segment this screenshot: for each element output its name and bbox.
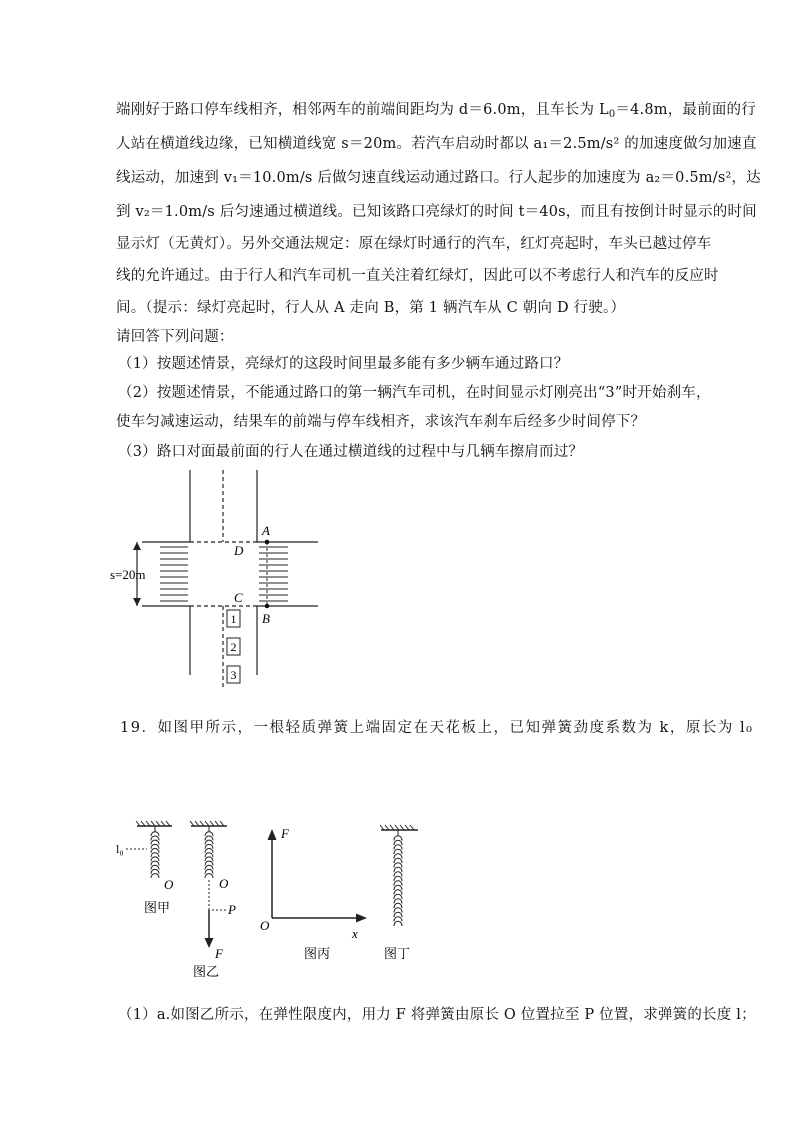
crosswalk-right bbox=[259, 547, 288, 601]
label-D: D bbox=[234, 543, 244, 558]
spring-figures bbox=[110, 815, 430, 985]
intersection-diagram bbox=[100, 466, 340, 696]
paragraph-line-4: 到 v₂＝1.0m/s 后匀速通过横道线。已知该路口亮绿灯的时间 t＝40s，而且有按倒计时显示的时间 bbox=[116, 204, 757, 220]
label-B: B bbox=[262, 611, 270, 626]
problem-19: 19．如图甲所示，一根轻质弹簧上端固定在天花板上，已知弹簧劲度系数为 k，原长为 l₀ bbox=[120, 720, 754, 736]
F-axis-label: F bbox=[281, 826, 289, 841]
line-1-text-b: ＝4.8m，最前面的行 bbox=[615, 102, 756, 118]
paragraph-line-3: 线运动，加速到 v₁＝10.0m/s 后做匀速直线运动通过路口。行人起步的加速度为 a₂＝0.5m/s²，达 bbox=[116, 170, 761, 186]
spring-coil-yi bbox=[205, 832, 213, 878]
car-1-label: 1 bbox=[230, 612, 237, 626]
figure-bing bbox=[260, 826, 367, 961]
question-1: （1）按题述情景，亮绿灯的这段时间里最多能有多少辆车通过路口？ bbox=[118, 356, 569, 372]
paragraph-line-6: 线的允许通过。由于行人和汽车司机一直关注着红绿灯，因此可以不考虑行人和汽车的反应时 bbox=[116, 268, 719, 284]
figure-ding bbox=[380, 825, 418, 961]
sub-question-1: （1）a.如图乙所示，在弹性限度内，用力 F 将弹簧由原长 O 位置拉至 P 位置，求弹簧的长度 l； bbox=[118, 1007, 756, 1023]
l0-label: l₀ bbox=[116, 842, 124, 856]
line-1-subscript: 0 bbox=[608, 109, 616, 120]
questions-intro: 请回答下列问题： bbox=[116, 329, 234, 345]
question-2a: （2）按题述情景，不能通过路口的第一辆汽车司机，在时间显示灯刚亮出“3”时开始刹车， bbox=[118, 385, 711, 401]
question-2b: 使车匀减速运动，结果车的前端与停车线相齐，求该汽车刹车后经多少时间停下？ bbox=[116, 414, 646, 430]
O-label-jia: O bbox=[164, 877, 174, 892]
label-C: C bbox=[234, 590, 243, 605]
figure-jia bbox=[116, 821, 174, 915]
F-axis-arrow bbox=[268, 829, 277, 840]
point-B bbox=[265, 604, 270, 609]
paragraph-line-7: 间。（提示：绿灯亮起时，行人从 A 走向 B，第 1 辆汽车从 C 朝向 D 行驶。） bbox=[116, 300, 626, 316]
F-label-yi: F bbox=[215, 946, 223, 961]
dimension-arrow-up bbox=[133, 542, 141, 550]
label-A: A bbox=[262, 523, 270, 538]
caption-bing: 图丙 bbox=[304, 946, 331, 961]
caption-yi: 图乙 bbox=[193, 964, 220, 979]
caption-jia: 图甲 bbox=[144, 900, 171, 915]
point-A bbox=[265, 540, 270, 545]
crosswalk-left bbox=[160, 547, 188, 601]
x-axis-arrow bbox=[356, 914, 367, 923]
paragraph-line-1 bbox=[116, 98, 756, 120]
P-label: P bbox=[228, 902, 236, 917]
caption-ding: 图丁 bbox=[384, 946, 411, 961]
question-3: （3）路口对面最前面的行人在通过横道线的过程中与几辆车擦肩而过？ bbox=[118, 444, 584, 460]
paragraph-line-2: 人站在横道线边缘，已知横道线宽 s＝20m。若汽车启动时都以 a₁＝2.5m/s² 的加速度做匀加速直 bbox=[116, 136, 757, 152]
figure-yi bbox=[190, 821, 236, 979]
spring-coil-ding bbox=[394, 836, 402, 926]
dimension-arrow-down bbox=[133, 598, 141, 606]
force-arrow bbox=[205, 938, 214, 948]
spring-coil-jia bbox=[151, 832, 159, 878]
O-label-yi: O bbox=[219, 876, 229, 891]
label-s: s=20m bbox=[110, 567, 146, 582]
car-2-label: 2 bbox=[230, 640, 237, 654]
origin-label: O bbox=[260, 918, 270, 933]
line-1-text-a: 端刚好于路口停车线相齐，相邻两车的前端间距均为 d＝6.0m，且车长为 L bbox=[116, 102, 609, 118]
paragraph-line-5: 显示灯（无黄灯）。另外交通法规定：原在绿灯时通行的汽车，红灯亮起时，车头已越过停车 bbox=[116, 236, 712, 252]
car-3-label: 3 bbox=[230, 668, 237, 682]
x-axis-label: x bbox=[352, 926, 358, 941]
